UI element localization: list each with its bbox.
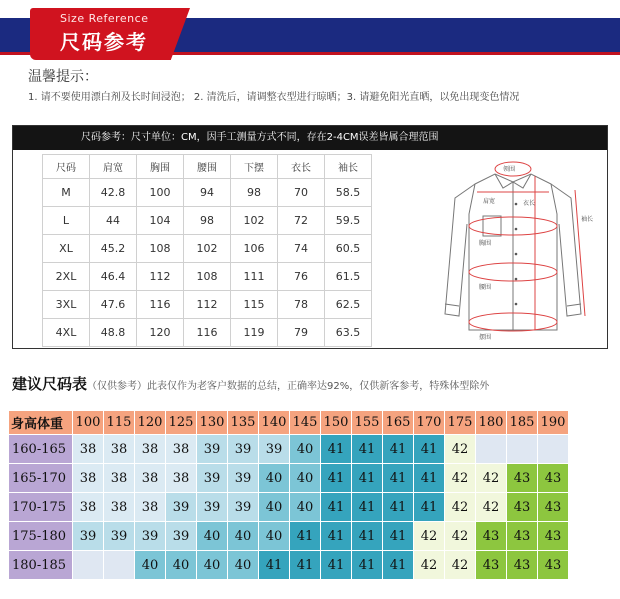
recommend-row	[9, 435, 569, 464]
label-length: 衣长	[523, 200, 536, 207]
recommend-cell: 42	[476, 493, 507, 522]
recommend-cell	[104, 551, 135, 580]
recommend-height-label: 175-180	[9, 522, 73, 551]
size-table-cell: 47.6	[90, 291, 137, 319]
recommend-cell: 40	[228, 551, 259, 580]
recommend-cell: 41	[290, 551, 321, 580]
recommend-cell: 42	[445, 435, 476, 464]
recommend-weight-header: 170	[414, 411, 445, 435]
recommend-cell: 41	[383, 435, 414, 464]
size-table-row	[43, 263, 372, 291]
recommend-weight-header: 190	[538, 411, 569, 435]
shirt-diagram	[423, 154, 603, 346]
recommend-cell: 41	[352, 464, 383, 493]
recommend-weight-header: 140	[259, 411, 290, 435]
size-table-cell: 62.5	[325, 291, 372, 319]
label-shoulder: 肩宽	[483, 198, 496, 205]
size-chart-note: 尺码参考：尺寸单位：CM，因手工测量方式不同，存在2-4CM误差皆属合理范围	[13, 126, 607, 150]
size-table-cell: 60.5	[325, 235, 372, 263]
recommend-cell: 41	[383, 551, 414, 580]
size-table-cell: 104	[137, 207, 184, 235]
recommend-cell: 43	[507, 522, 538, 551]
size-table-header-cell: 袖长	[325, 155, 372, 179]
recommend-cell: 41	[352, 493, 383, 522]
recommend-cell: 41	[414, 493, 445, 522]
recommend-row	[9, 522, 569, 551]
recommend-cell: 39	[197, 435, 228, 464]
recommend-cell: 43	[538, 522, 569, 551]
size-table-cell: 102	[231, 207, 278, 235]
recommend-description: 此表仅作为老客户数据的总结，正确率达92%，仅供新客参考，特殊体型除外	[147, 381, 490, 392]
size-table-cell: 58.5	[325, 179, 372, 207]
size-table-cell: 48.8	[90, 319, 137, 347]
recommend-cell: 41	[321, 522, 352, 551]
recommend-cell: 41	[352, 435, 383, 464]
recommend-cell: 41	[383, 522, 414, 551]
size-table-cell: 102	[184, 235, 231, 263]
recommend-cell: 38	[73, 493, 104, 522]
recommend-cell: 41	[352, 551, 383, 580]
recommend-cell	[538, 435, 569, 464]
recommend-weight-header: 185	[507, 411, 538, 435]
recommend-cell: 41	[352, 522, 383, 551]
shirt-outline-icon	[423, 154, 603, 346]
size-table-cell: 61.5	[325, 263, 372, 291]
label-collar: 领围	[503, 166, 516, 173]
size-table-cell: 116	[137, 291, 184, 319]
size-table-header-cell: 胸围	[137, 155, 184, 179]
size-table-cell: 106	[231, 235, 278, 263]
recommend-weight-header: 130	[197, 411, 228, 435]
recommend-cell: 40	[259, 493, 290, 522]
recommend-row	[9, 464, 569, 493]
recommend-cell: 40	[197, 551, 228, 580]
recommend-cell: 42	[476, 464, 507, 493]
recommend-header-row	[9, 411, 569, 435]
recommend-cell: 38	[73, 464, 104, 493]
size-table-cell: 112	[137, 263, 184, 291]
label-waist: 腰围	[479, 284, 492, 291]
size-table-cell: 111	[231, 263, 278, 291]
recommend-weight-header: 125	[166, 411, 197, 435]
size-table-cell: 98	[231, 179, 278, 207]
size-table-cell: 3XL	[43, 291, 90, 319]
recommend-cell: 43	[538, 464, 569, 493]
recommend-cell: 40	[259, 522, 290, 551]
recommend-weight-header: 175	[445, 411, 476, 435]
size-table-header-cell: 腰围	[184, 155, 231, 179]
recommend-cell: 39	[228, 464, 259, 493]
size-table-cell: 76	[278, 263, 325, 291]
recommend-cell: 38	[104, 464, 135, 493]
recommend-weight-header: 115	[104, 411, 135, 435]
size-table-header-cell: 肩宽	[90, 155, 137, 179]
size-table-cell: 44	[90, 207, 137, 235]
recommend-corner-cell: 身高体重	[9, 411, 73, 435]
recommend-cell	[476, 435, 507, 464]
recommend-cell: 39	[104, 522, 135, 551]
size-table-cell: 74	[278, 235, 325, 263]
recommend-cell: 38	[104, 493, 135, 522]
size-table	[42, 154, 372, 347]
notice-title: 温馨提示：	[28, 69, 98, 85]
size-table-cell: 116	[184, 319, 231, 347]
size-table-cell: 115	[231, 291, 278, 319]
recommend-cell: 42	[445, 464, 476, 493]
recommend-cell: 41	[321, 435, 352, 464]
label-sleeve: 袖长	[581, 216, 594, 223]
recommend-cell: 40	[197, 522, 228, 551]
recommend-cell: 43	[507, 464, 538, 493]
recommend-cell: 38	[135, 464, 166, 493]
recommend-height-label: 170-175	[9, 493, 73, 522]
size-table-cell: 98	[184, 207, 231, 235]
size-table-header-cell: 衣长	[278, 155, 325, 179]
recommend-cell: 39	[197, 493, 228, 522]
size-table-header	[43, 155, 372, 179]
size-table-cell: XL	[43, 235, 90, 263]
recommend-cell: 38	[135, 435, 166, 464]
size-table-cell: 42.8	[90, 179, 137, 207]
recommend-weight-header: 155	[352, 411, 383, 435]
banner-subtitle: Size Reference	[60, 12, 149, 25]
recommend-cell: 40	[228, 522, 259, 551]
size-table-cell: 45.2	[90, 235, 137, 263]
recommend-cell: 43	[476, 551, 507, 580]
recommend-row	[9, 551, 569, 580]
recommend-cell: 40	[259, 464, 290, 493]
recommend-height-label: 165-170	[9, 464, 73, 493]
recommend-weight-header: 150	[321, 411, 352, 435]
recommend-cell: 38	[73, 435, 104, 464]
size-table-row	[43, 291, 372, 319]
size-chart-panel	[12, 125, 608, 349]
size-table-cell: 59.5	[325, 207, 372, 235]
size-table-row	[43, 235, 372, 263]
recommend-cell: 38	[166, 464, 197, 493]
recommend-height-label: 160-165	[9, 435, 73, 464]
size-table-cell: 94	[184, 179, 231, 207]
recommend-cell: 41	[321, 464, 352, 493]
size-table-cell: 112	[184, 291, 231, 319]
recommend-cell: 42	[414, 522, 445, 551]
recommend-cell: 41	[321, 493, 352, 522]
size-table-cell: 63.5	[325, 319, 372, 347]
size-table-row	[43, 319, 372, 347]
size-table-row	[43, 207, 372, 235]
size-table-row	[43, 179, 372, 207]
recommend-cell: 41	[414, 464, 445, 493]
size-table-cell: 78	[278, 291, 325, 319]
recommend-row	[9, 493, 569, 522]
recommend-cell: 41	[290, 522, 321, 551]
recommend-weight-header: 120	[135, 411, 166, 435]
recommend-cell: 41	[321, 551, 352, 580]
size-table-cell: 46.4	[90, 263, 137, 291]
recommend-cell: 38	[166, 435, 197, 464]
size-table-cell: M	[43, 179, 90, 207]
size-table-cell: 2XL	[43, 263, 90, 291]
size-table-cell: L	[43, 207, 90, 235]
banner-title: 尺码参考	[60, 30, 148, 54]
recommend-cell: 41	[259, 551, 290, 580]
recommend-cell: 39	[135, 522, 166, 551]
recommend-cell: 42	[445, 493, 476, 522]
label-chest: 胸围	[479, 240, 492, 247]
recommend-subtitle: （仅供参考）	[87, 381, 148, 392]
recommend-cell: 39	[197, 464, 228, 493]
recommend-weight-header: 145	[290, 411, 321, 435]
label-hem: 摆围	[479, 334, 492, 341]
recommend-cell: 43	[538, 493, 569, 522]
recommend-cell: 39	[166, 493, 197, 522]
recommend-height-label: 180-185	[9, 551, 73, 580]
size-table-cell: 4XL	[43, 319, 90, 347]
recommend-cell: 38	[104, 435, 135, 464]
recommend-cell	[507, 435, 538, 464]
size-table-header-cell: 下摆	[231, 155, 278, 179]
size-table-header-cell: 尺码	[43, 155, 90, 179]
recommend-cell: 43	[476, 522, 507, 551]
recommend-cell: 42	[414, 551, 445, 580]
recommend-cell: 39	[73, 522, 104, 551]
header-banner	[0, 12, 620, 56]
recommend-cell	[73, 551, 104, 580]
recommend-cell: 42	[445, 522, 476, 551]
recommend-table	[8, 410, 569, 580]
recommend-weight-header: 165	[383, 411, 414, 435]
recommend-cell: 39	[228, 493, 259, 522]
recommend-cell: 42	[445, 551, 476, 580]
recommend-cell: 39	[228, 435, 259, 464]
recommend-weight-header: 100	[73, 411, 104, 435]
recommend-cell: 43	[538, 551, 569, 580]
recommend-cell: 40	[135, 551, 166, 580]
size-table-cell: 119	[231, 319, 278, 347]
recommend-cell: 40	[290, 464, 321, 493]
recommend-cell: 40	[166, 551, 197, 580]
recommend-cell: 41	[383, 464, 414, 493]
size-table-cell: 79	[278, 319, 325, 347]
recommend-title-row	[12, 373, 489, 394]
recommend-cell: 38	[135, 493, 166, 522]
size-table-cell: 108	[137, 235, 184, 263]
recommend-cell: 39	[166, 522, 197, 551]
notice-text: 1. 请不要使用漂白剂及长时间浸泡； 2. 清洗后，请调整衣型进行晾晒；3. 请避免阳光直晒，以免出现变色情况	[28, 92, 520, 103]
size-table-cell: 100	[137, 179, 184, 207]
recommend-cell: 39	[259, 435, 290, 464]
recommend-title: 建议尺码表	[12, 375, 88, 393]
recommend-cell: 41	[414, 435, 445, 464]
size-table-cell: 72	[278, 207, 325, 235]
recommend-cell: 40	[290, 435, 321, 464]
size-table-cell: 108	[184, 263, 231, 291]
size-table-cell: 70	[278, 179, 325, 207]
recommend-cell: 43	[507, 493, 538, 522]
recommend-cell: 40	[290, 493, 321, 522]
recommend-cell: 41	[383, 493, 414, 522]
recommend-weight-header: 180	[476, 411, 507, 435]
recommend-weight-header: 135	[228, 411, 259, 435]
recommend-cell: 43	[507, 551, 538, 580]
size-table-cell: 120	[137, 319, 184, 347]
